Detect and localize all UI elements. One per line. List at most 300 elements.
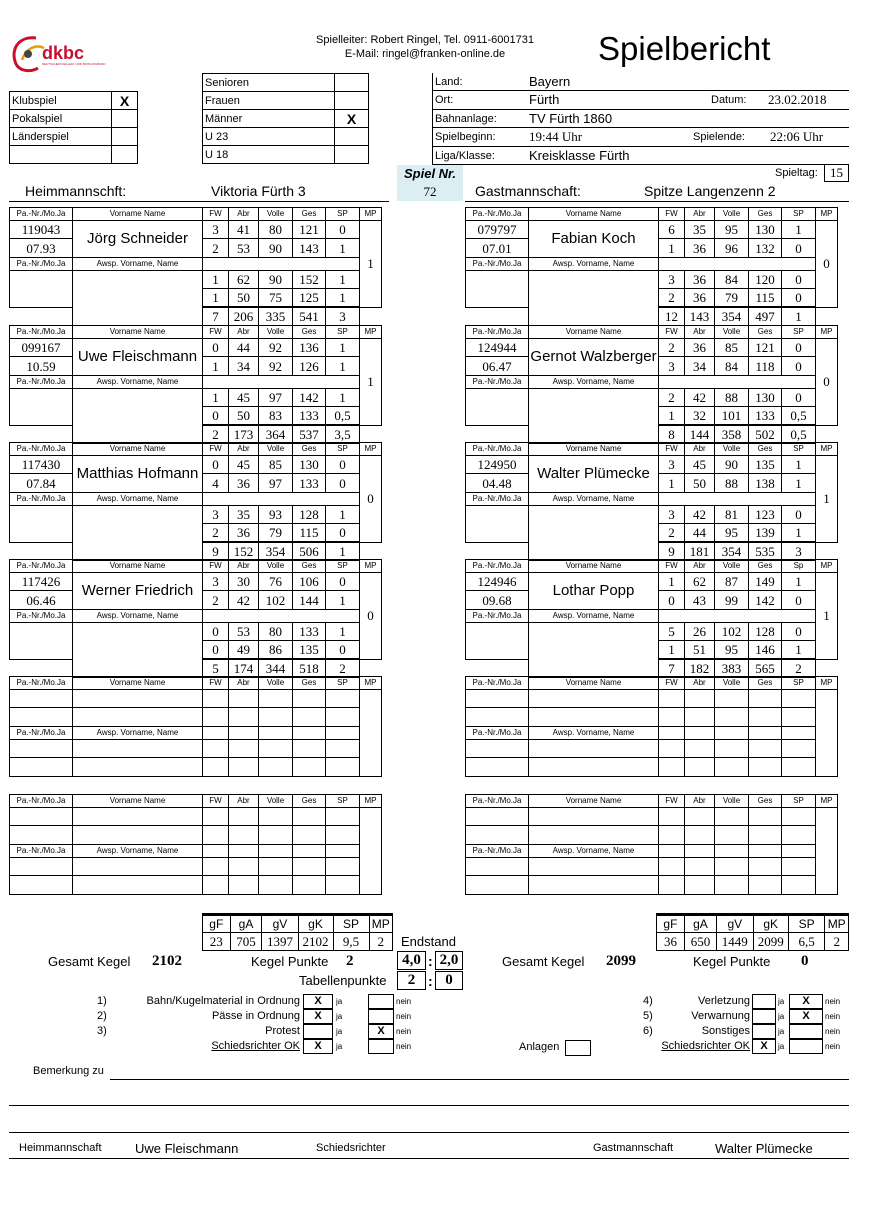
empty-score-cell[interactable]	[659, 708, 685, 726]
empty-cell[interactable]	[10, 758, 73, 776]
empty-score-cell[interactable]	[685, 690, 715, 708]
empty-score-cell[interactable]	[685, 726, 715, 739]
empty-score-cell[interactable]	[782, 876, 816, 894]
empty-score-cell[interactable]	[685, 826, 715, 844]
player-table	[465, 676, 838, 777]
column-header-volle: Volle	[715, 795, 749, 808]
column-header-pa: Pa.-Nr./Mo.Ja	[10, 375, 73, 388]
empty-score-cell[interactable]	[715, 690, 749, 708]
column-header-ges: Ges	[749, 677, 782, 690]
score-fw-total: 7	[203, 307, 229, 325]
empty-score-cell[interactable]	[685, 876, 715, 894]
substitute-name[interactable]	[73, 388, 203, 443]
empty-score-cell[interactable]	[685, 808, 715, 826]
score-abr: 53	[229, 622, 259, 640]
ja-label: ja	[336, 1027, 343, 1036]
empty-cell[interactable]	[73, 758, 203, 776]
empty-score-cell[interactable]	[685, 739, 715, 757]
empty-score-cell[interactable]	[293, 690, 326, 708]
column-header-ges: Ges	[749, 443, 782, 456]
column-header-pa: Pa.-Nr./Mo.Ja	[466, 257, 529, 270]
empty-score-cell[interactable]	[749, 876, 782, 894]
tabellenpunkte-label: Tabellenpunkte	[299, 973, 387, 988]
empty-score-cell[interactable]	[749, 726, 782, 739]
empty-score-cell[interactable]	[203, 826, 229, 844]
score-fw: 3	[659, 505, 685, 523]
score-sp: 0	[326, 641, 360, 659]
empty-score-cell[interactable]	[326, 690, 360, 708]
check-nein-box[interactable]	[368, 994, 394, 1009]
empty-mp-cell[interactable]	[816, 690, 838, 777]
substitute-pass[interactable]	[10, 622, 73, 659]
empty-score-cell[interactable]	[293, 876, 326, 894]
empty-score-cell[interactable]	[259, 876, 293, 894]
heim-signature: Uwe Fleischmann	[135, 1141, 239, 1156]
summary-value: 705	[230, 933, 262, 951]
empty-score-cell[interactable]	[685, 758, 715, 776]
empty-cell[interactable]	[10, 876, 73, 894]
substitute-pass[interactable]	[466, 388, 529, 425]
column-header-mp: MP	[816, 208, 838, 221]
empty-score-cell[interactable]	[715, 808, 749, 826]
empty-score-cell[interactable]	[659, 739, 685, 757]
empty-cell[interactable]	[73, 826, 203, 844]
logo-text: dkbc	[42, 43, 85, 63]
empty-score-cell[interactable]	[326, 876, 360, 894]
empty-score-cell[interactable]	[259, 826, 293, 844]
empty-score-cell[interactable]	[715, 739, 749, 757]
empty-cell[interactable]	[529, 708, 659, 726]
score-ges: 138	[749, 474, 782, 492]
empty-score-cell[interactable]	[293, 739, 326, 757]
score-abr-total: 173	[229, 425, 259, 443]
empty-score-cell[interactable]	[749, 758, 782, 776]
check-nein-box[interactable]	[368, 1009, 394, 1024]
check-nein-box[interactable]	[789, 1024, 823, 1039]
substitute-name[interactable]	[529, 505, 659, 560]
empty-score-cell[interactable]	[203, 739, 229, 757]
substitute-pass[interactable]	[10, 388, 73, 425]
empty-cell[interactable]	[10, 857, 73, 875]
score-ges: 133	[293, 407, 326, 425]
empty-score-cell[interactable]	[782, 808, 816, 826]
empty-score-cell[interactable]	[203, 876, 229, 894]
empty-cell[interactable]	[466, 826, 529, 844]
empty-score-cell[interactable]	[259, 690, 293, 708]
empty-score-cell[interactable]	[203, 690, 229, 708]
empty-score-cell[interactable]	[749, 708, 782, 726]
empty-score-cell[interactable]	[203, 844, 229, 857]
empty-score-cell[interactable]	[259, 844, 293, 857]
birth-month-year: 07.01	[466, 239, 529, 257]
check-ja-box[interactable]	[752, 1024, 776, 1039]
empty-score-cell[interactable]	[715, 826, 749, 844]
empty-score-cell[interactable]	[782, 739, 816, 757]
category-mark[interactable]	[335, 92, 369, 110]
ja-label: ja	[778, 1042, 785, 1051]
column-header-abr: Abr	[229, 443, 259, 456]
empty-score-cell[interactable]	[782, 708, 816, 726]
empty-score-cell[interactable]	[659, 844, 685, 857]
check-nein-box[interactable]	[789, 1039, 823, 1054]
check-label: Pässe in Ordnung	[211, 1010, 300, 1022]
category-mark[interactable]	[335, 74, 369, 92]
column-header-volle: Volle	[259, 795, 293, 808]
empty-cell[interactable]	[529, 758, 659, 776]
score-sp-total: 3	[782, 542, 816, 560]
guest-team-label: Gastmannschaft:	[475, 183, 581, 199]
score-ges: 146	[749, 641, 782, 659]
empty-mp-cell[interactable]	[816, 808, 838, 895]
column-header-fw: FW	[203, 208, 229, 221]
column-header-sp: SP	[782, 208, 816, 221]
empty-score-cell[interactable]	[685, 844, 715, 857]
category-mark[interactable]	[335, 128, 369, 146]
empty-score-cell[interactable]	[782, 758, 816, 776]
check-nein-box[interactable]	[368, 1039, 394, 1054]
empty-score-cell[interactable]	[715, 857, 749, 875]
empty-score-cell[interactable]	[782, 726, 816, 739]
empty-score-cell[interactable]	[749, 826, 782, 844]
column-header-awsp: Awsp. Vorname, Name	[529, 609, 659, 622]
empty-cell[interactable]	[466, 690, 529, 708]
empty-cell[interactable]	[529, 876, 659, 894]
substitute-pass[interactable]	[466, 270, 529, 307]
score-sp: 0	[326, 456, 360, 474]
column-header-pa: Pa.-Nr./Mo.Ja	[10, 492, 73, 505]
column-header-ges: Ges	[293, 208, 326, 221]
schiri-sign-label: Schiedsrichter	[316, 1142, 386, 1154]
score-volle: 79	[259, 524, 293, 542]
empty-cell[interactable]	[529, 857, 659, 875]
column-header-pa: Pa.-Nr./Mo.Ja	[466, 375, 529, 388]
score-ges-total: 541	[293, 307, 326, 325]
score-abr: 32	[685, 407, 715, 425]
empty-cell[interactable]	[10, 690, 73, 708]
score-abr: 34	[229, 357, 259, 375]
empty-score-cell[interactable]	[659, 826, 685, 844]
column-header-pa: Pa.-Nr./Mo.Ja	[466, 326, 529, 339]
summary-value: 2	[369, 933, 392, 951]
score-sp: 1	[782, 456, 816, 474]
score-fw: 2	[659, 388, 685, 406]
empty-score-cell[interactable]	[782, 844, 816, 857]
nein-label: nein	[396, 1012, 412, 1021]
land-label: Land:	[435, 76, 463, 88]
empty-score-cell[interactable]	[293, 844, 326, 857]
check-label: Sonstiges	[701, 1025, 750, 1037]
substitute-name[interactable]	[73, 270, 203, 325]
score-sp-total: 2	[326, 659, 360, 677]
column-header-ges: Ges	[749, 795, 782, 808]
empty-score-cell[interactable]	[229, 844, 259, 857]
empty-score-cell[interactable]	[749, 690, 782, 708]
empty-cell[interactable]	[529, 739, 659, 757]
empty-score-cell[interactable]	[685, 708, 715, 726]
empty-mp-cell[interactable]	[360, 690, 382, 777]
column-header-vorname: Vorname Name	[73, 443, 203, 456]
match-points: 0	[816, 221, 838, 308]
category-mark[interactable]: X	[335, 110, 369, 128]
column-header-mp: MP	[360, 326, 382, 339]
empty-score-cell[interactable]	[326, 844, 360, 857]
score-abr: 36	[685, 339, 715, 357]
empty-score-cell[interactable]	[229, 808, 259, 826]
empty-cell[interactable]	[466, 708, 529, 726]
column-header-fw: FW	[659, 560, 685, 573]
empty-cell[interactable]	[10, 708, 73, 726]
empty-score-cell[interactable]	[293, 857, 326, 875]
empty-score-cell[interactable]	[229, 726, 259, 739]
endstand-home: 4,0	[402, 952, 421, 968]
check-label: Schiedsrichter OK	[211, 1040, 300, 1052]
empty-score-cell[interactable]	[229, 708, 259, 726]
substitute-name[interactable]	[529, 622, 659, 677]
empty-cell[interactable]	[529, 826, 659, 844]
empty-score-cell[interactable]	[229, 758, 259, 776]
empty-score-cell[interactable]	[326, 758, 360, 776]
column-header-ges: Ges	[293, 443, 326, 456]
empty-cell[interactable]	[73, 690, 203, 708]
empty-score-cell[interactable]	[229, 857, 259, 875]
player-table	[9, 794, 382, 895]
empty-score-cell[interactable]	[259, 758, 293, 776]
empty-score-cell[interactable]	[715, 844, 749, 857]
column-header-sp: SP	[326, 560, 360, 573]
empty-score-cell[interactable]	[293, 726, 326, 739]
score-sp: 1	[782, 474, 816, 492]
tabellenpunkte-guest: 0	[445, 972, 453, 988]
score-ges: 144	[293, 591, 326, 609]
player-name: Jörg Schneider	[73, 221, 203, 258]
ja-label: ja	[336, 997, 343, 1006]
substitute-name[interactable]	[529, 388, 659, 443]
empty-score-cell[interactable]	[326, 739, 360, 757]
column-header-vorname: Vorname Name	[529, 795, 659, 808]
column-header-fw: FW	[203, 326, 229, 339]
empty-score-cell[interactable]	[326, 826, 360, 844]
column-header-vorname: Vorname Name	[529, 677, 659, 690]
score-abr: 44	[229, 339, 259, 357]
empty-cell[interactable]	[10, 739, 73, 757]
score-sp: 1	[326, 357, 360, 375]
score-volle: 88	[715, 388, 749, 406]
score-sp: 0	[782, 357, 816, 375]
empty-score-cell[interactable]	[229, 826, 259, 844]
column-header-ges: Ges	[293, 795, 326, 808]
match-points: 1	[816, 456, 838, 543]
empty-score-cell[interactable]	[782, 826, 816, 844]
empty-score-cell[interactable]	[782, 690, 816, 708]
check-number: 2)	[97, 1010, 107, 1022]
column-header-sp: SP	[326, 677, 360, 690]
column-header-fw: FW	[659, 208, 685, 221]
empty-cell[interactable]	[10, 826, 73, 844]
empty-score-cell[interactable]	[259, 708, 293, 726]
score-abr: 49	[229, 641, 259, 659]
empty-score-cell[interactable]	[326, 808, 360, 826]
empty-cell[interactable]	[10, 808, 73, 826]
summary-label: SP	[788, 915, 824, 933]
substitute-pass[interactable]	[10, 270, 73, 307]
score-sp: 1	[326, 239, 360, 257]
summary-value: 2	[825, 933, 849, 951]
empty-cell[interactable]	[529, 808, 659, 826]
empty-score-cell[interactable]	[259, 726, 293, 739]
player-name: Werner Friedrich	[73, 573, 203, 610]
spielende-label: Spielende:	[693, 131, 745, 143]
summary-label: gA	[684, 915, 716, 933]
score-abr: 62	[229, 270, 259, 288]
empty-score-cell[interactable]	[685, 857, 715, 875]
empty-score-cell[interactable]	[259, 808, 293, 826]
score-sp: 1	[782, 524, 816, 542]
home-gesamt-label: Gesamt Kegel	[48, 954, 131, 969]
empty-score-cell[interactable]	[259, 739, 293, 757]
player-table	[465, 207, 838, 326]
empty-cell[interactable]	[73, 857, 203, 875]
score-sp: 1	[326, 622, 360, 640]
empty-score-cell[interactable]	[203, 726, 229, 739]
spielbeginn-label: Spielbeginn:	[435, 131, 496, 143]
substitute-pass[interactable]	[466, 505, 529, 542]
empty-cell[interactable]	[466, 758, 529, 776]
category-label: Männer	[203, 110, 335, 128]
score-fw: 1	[659, 407, 685, 425]
score-volle: 86	[259, 641, 293, 659]
empty-score-cell[interactable]	[782, 857, 816, 875]
score-sp: 0	[782, 289, 816, 307]
score-ges: 142	[749, 591, 782, 609]
score-ges: 128	[749, 622, 782, 640]
empty-score-cell[interactable]	[293, 708, 326, 726]
empty-score-cell[interactable]	[229, 690, 259, 708]
game-type-mark[interactable]	[112, 128, 138, 146]
score-abr-total: 182	[685, 659, 715, 677]
empty-score-cell[interactable]	[259, 857, 293, 875]
empty-score-cell[interactable]	[659, 857, 685, 875]
column-header-pa: Pa.-Nr./Mo.Ja	[466, 795, 529, 808]
substitute-name[interactable]	[73, 505, 203, 560]
column-header-mp: MP	[360, 208, 382, 221]
empty-score-cell[interactable]	[293, 758, 326, 776]
empty-score-cell[interactable]	[749, 808, 782, 826]
empty-score-cell[interactable]	[715, 708, 749, 726]
score-ges: 115	[749, 289, 782, 307]
empty-score-cell[interactable]	[715, 876, 749, 894]
nein-label: nein	[396, 1042, 412, 1051]
datum-label: Datum:	[711, 94, 747, 106]
empty-score-cell[interactable]	[229, 739, 259, 757]
empty-score-cell[interactable]	[293, 808, 326, 826]
empty-score-cell[interactable]	[203, 857, 229, 875]
score-ges: 133	[293, 474, 326, 492]
score-ges: 126	[293, 357, 326, 375]
match-points: 1	[360, 221, 382, 308]
check-ja-box[interactable]	[303, 1024, 333, 1039]
empty-score-cell[interactable]	[715, 726, 749, 739]
score-abr-total: 181	[685, 542, 715, 560]
empty-score-cell[interactable]	[203, 708, 229, 726]
column-header-abr: Abr	[229, 208, 259, 221]
empty-score-cell[interactable]	[749, 844, 782, 857]
score-fw: 1	[203, 270, 229, 288]
column-header-pa: Pa.-Nr./Mo.Ja	[10, 795, 73, 808]
category-mark[interactable]	[335, 146, 369, 164]
check-ja-box[interactable]	[752, 1009, 776, 1024]
empty-score-cell[interactable]	[326, 857, 360, 875]
empty-score-cell[interactable]	[326, 708, 360, 726]
empty-cell[interactable]	[529, 690, 659, 708]
empty-cell[interactable]	[73, 739, 203, 757]
score-fw: 1	[659, 239, 685, 257]
substitute-name[interactable]	[73, 622, 203, 677]
empty-mp-cell[interactable]	[360, 808, 382, 895]
empty-score-cell[interactable]	[715, 758, 749, 776]
home-gesamt-value: 2102	[152, 953, 182, 969]
score-fw: 1	[659, 573, 685, 591]
score-ges: 130	[749, 221, 782, 239]
empty-cell[interactable]	[466, 808, 529, 826]
empty-score-cell[interactable]	[659, 758, 685, 776]
spiel-nr-value: 72	[423, 184, 437, 199]
score-fw: 3	[659, 357, 685, 375]
column-header-pa: Pa.-Nr./Mo.Ja	[10, 609, 73, 622]
empty-cell[interactable]	[466, 857, 529, 875]
empty-score-cell[interactable]	[326, 726, 360, 739]
empty-score-cell[interactable]	[229, 876, 259, 894]
substitute-pass[interactable]	[10, 505, 73, 542]
score-fw: 1	[659, 474, 685, 492]
empty-score-cell[interactable]	[659, 808, 685, 826]
empty-score-cell[interactable]	[659, 690, 685, 708]
score-ges: 115	[293, 524, 326, 542]
empty-cell[interactable]	[73, 708, 203, 726]
empty-score-cell[interactable]	[749, 857, 782, 875]
score-fw: 5	[659, 622, 685, 640]
empty-cell[interactable]	[466, 876, 529, 894]
empty-score-cell[interactable]	[749, 739, 782, 757]
column-header-pa: Pa.-Nr./Mo.Ja	[466, 844, 529, 857]
empty-cell[interactable]	[466, 739, 529, 757]
column-header-pa: Pa.-Nr./Mo.Ja	[10, 443, 73, 456]
pass-number: 117426	[10, 573, 73, 591]
empty-score-cell[interactable]	[203, 808, 229, 826]
score-ges: 128	[293, 505, 326, 523]
empty-cell[interactable]	[73, 808, 203, 826]
score-ges-total: 502	[749, 425, 782, 443]
game-type-mark[interactable]	[112, 110, 138, 128]
empty-score-cell[interactable]	[659, 876, 685, 894]
column-header-fw: FW	[203, 677, 229, 690]
empty-cell[interactable]	[73, 876, 203, 894]
column-header-awsp: Awsp. Vorname, Name	[73, 609, 203, 622]
substitute-pass[interactable]	[466, 622, 529, 659]
empty-score-cell[interactable]	[293, 826, 326, 844]
player-table	[465, 559, 838, 678]
score-abr: 53	[229, 239, 259, 257]
game-type-mark[interactable]: X	[112, 92, 138, 110]
empty-score-cell[interactable]	[203, 758, 229, 776]
ja-label: ja	[778, 1012, 785, 1021]
pass-number: 124946	[466, 573, 529, 591]
home-summary-table	[202, 913, 393, 951]
substitute-name[interactable]	[529, 270, 659, 325]
check-ja-box[interactable]	[752, 994, 776, 1009]
score-fw: 2	[659, 524, 685, 542]
anlagen-box[interactable]	[565, 1040, 591, 1056]
empty-score-cell[interactable]	[659, 726, 685, 739]
